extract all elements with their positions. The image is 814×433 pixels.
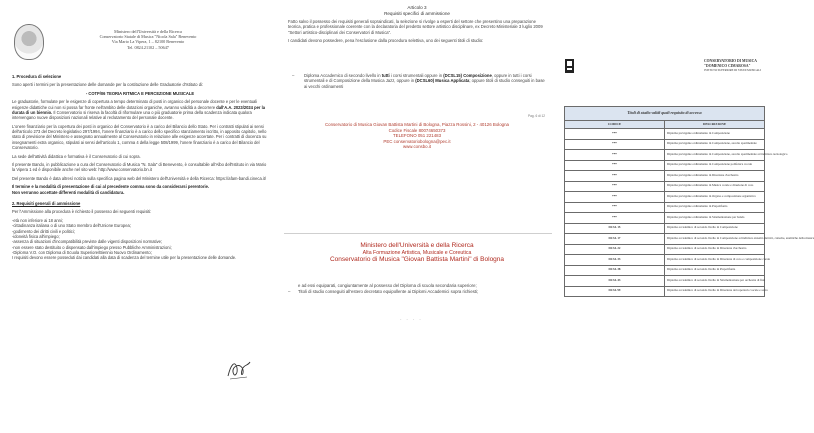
- row-description: Diploma accademico di secondo livello in Composizione: [665, 223, 765, 234]
- letterhead-conservatory: Conservatorio di Musica "Giovan Battista Martini" di Bologna: [329, 256, 505, 264]
- conservatory-logo-icon: [564, 58, 575, 74]
- table-row: [565, 223, 765, 234]
- table-row: [565, 234, 765, 245]
- row-description: Diploma previgente ordinamento in Composizione: [665, 129, 765, 140]
- table-row: [565, 139, 765, 150]
- row-code: DCSL 99: [565, 286, 665, 297]
- article-header: [284, 5, 550, 16]
- section-1-title: 1. Procedura di selezione: [12, 74, 62, 79]
- row-description: Diploma previgente ordinamento in Strumentazione per banda: [665, 213, 765, 224]
- letterhead-line: Ministero dell'Università e della Ricerca: [114, 29, 182, 34]
- requirement-item: -godimento dei diritti civili e politici;: [12, 228, 75, 234]
- article-intro-2: I candidati devono possedere, pena l'esclusione dalla procedura selettiva, uno dei seguenti titoli di studio:: [288, 38, 484, 44]
- table-row: [565, 244, 765, 255]
- letterhead-line: Tel. 0824.21102 – 50647: [127, 44, 169, 50]
- article-number: Articolo 3: [407, 5, 427, 10]
- table-row: [565, 202, 765, 213]
- row-code: DCSL 43: [565, 276, 665, 287]
- table-row: [565, 160, 765, 171]
- requirement-item: -assenza di situazioni d'incompatibilità previste dalle vigenti disposizioni normative;: [12, 239, 163, 245]
- requirement-item: -età non inferiore ai 18 anni;: [12, 218, 63, 224]
- conservatorio-website-link[interactable]: http://www.conservatorio.bn.it: [98, 167, 152, 173]
- list-item: – Titoli di studio conseguiti all'estero decretato equipollente ai Diplomi Accademici sopra richiesti;: [288, 289, 479, 295]
- requirements-list: [12, 218, 268, 255]
- row-description: Diploma accademico di secondo livello in Strumentazione per orchestra di fiati: [665, 276, 765, 287]
- intro-text: Sono aperti i termini per la presentazione delle domande per la costituzione delle Graduatorie d'Istituto di:: [12, 82, 204, 88]
- row-code: DCSL 17: [565, 234, 665, 245]
- table-row: [565, 181, 765, 192]
- row-description: Diploma previgente ordinamento in Direzione d'orchestra: [665, 171, 765, 182]
- row-code: ***: [565, 129, 665, 140]
- requirements-closing: I requisiti devono essere posseduti dai candidati alla data di scadenza del termine utile per la presentazione delle domande.: [12, 255, 237, 261]
- row-description: Diploma accademico di secondo livello in Composizione ad indirizzo sistemi elettrici, cattedre, analitiche della musica: [665, 234, 765, 245]
- avellino-table-page: [556, 36, 814, 298]
- footer-line: Conservatorio di Musica Giovan Battista Martini di Bologna, Piazza Rossini, 2 - 40126 Bologna: [324, 122, 509, 127]
- cimarosa-letterhead: [704, 59, 768, 72]
- row-code: ***: [565, 213, 665, 224]
- article-body: [288, 19, 546, 44]
- row-description: Diploma previgente ordinamento in Composizione, ascolto sperimentale: [665, 139, 765, 150]
- letterhead-afam: Alta Formazione Artistica, Musicale e Coreutica: [362, 250, 472, 256]
- requirements-intro: Per l'Ammissione alla procedura è richiesto il possesso dei seguenti requisiti:: [12, 209, 152, 215]
- subject-line: - COTP/06 TEORIA RITMICA E PERCEZIONE MUSICALE: [85, 90, 195, 96]
- bologna-letterhead: [284, 242, 550, 264]
- paragraph-validity: Le graduatorie, formulate per le esigenze di copertura a tempo determinato di posti in organico del personale docente e per le eventuali esigenze didattiche cui non si possa far fronte nell'ambito delle dotazioni organiche, avranno validità a decorrere dall'A.A. 2023/2024 per la durata di un biennio. Il Conservatorio si riserva la facoltà di riformulare una o più graduatorie prima della scadenza indicata qualora intervengano nuove disposizioni nazionali relative al reclutamento del personale docente.: [12, 99, 265, 121]
- paragraph-deadline: Il termine e la modalità di presentazione di cui al precedente comma sono da considerarsi perentorie. Non verranno accettate differenti modalità di candidatura.: [12, 184, 210, 195]
- row-code: DCSL 22: [565, 244, 665, 255]
- list-item: e ad essi equiparati, congiuntamente al possesso del Diploma di scuola secondaria superiore;: [298, 283, 477, 288]
- letterhead-line: CONSERVATORIO DI MUSICA: [704, 59, 757, 63]
- requirement-item: -idoneità fisica all'impiego;: [12, 233, 60, 239]
- row-code: ***: [565, 150, 665, 161]
- column-header-description: DESCRIZIONE: [665, 121, 765, 129]
- table-row: [565, 286, 765, 297]
- row-description: Diploma accademico di secondo livello in Direzione d'orchestra: [665, 244, 765, 255]
- table-row: [565, 171, 765, 182]
- table-header-row: [565, 121, 765, 129]
- republic-emblem-icon: [14, 24, 44, 60]
- paragraph-funding: L'onere finanziario per la copertura dei posti in organico del Conservatorio è a carico del Bilancio dello Stato. Per i contratti stipulati ai sensi dell'articolo 273 del Decreto legislativo 297/1994, l'onere finanziario è a carico dello specifico stanziamento iscritto, in apposito capitolo, nello stato di previsione del Ministero e assegnato annualmente al Conservatorio in relazione alle esigenze accertate. Per i contratti di docenza su insegnamenti extra organico, stipulati ai sensi dell'articolo 1, comma 4 della legge 508/1999, l'onere finanziario è a carico del Bilancio del Conservatorio.: [12, 123, 267, 151]
- section-2-title: 2. Requisiti generali di ammissione: [12, 200, 81, 206]
- afam-bandi-link[interactable]: https://afam-bandi.cineca.it/: [216, 175, 267, 181]
- row-description: Diploma accademico di secondo livello in Prepolifonia: [665, 265, 765, 276]
- article-subtitle: Requisiti specifici di ammissione: [384, 10, 450, 16]
- row-code: DCSL 33: [565, 255, 665, 266]
- requirement-item: -cittadinanza italiana o di uno Stato membro dell'Unione Europea;: [12, 223, 131, 229]
- row-code: ***: [565, 139, 665, 150]
- row-code: ***: [565, 192, 665, 203]
- benevento-notice-body: [12, 68, 268, 260]
- table-row: [565, 255, 765, 266]
- bologna-footer: [284, 122, 550, 150]
- row-code: DCSL 38: [565, 265, 665, 276]
- row-code: ***: [565, 202, 665, 213]
- row-description: Diploma previgente ordinamento in Composizione polifonica vocale: [665, 160, 765, 171]
- row-code: ***: [565, 160, 665, 171]
- row-description: Diploma previgente ordinamento in Composizione, ascolto sperimentale ad indirizzo tecnologico: [665, 150, 765, 161]
- table-row: [565, 192, 765, 203]
- letterhead-line: Via Mario La Vipera, 1 – 82100 Benevento: [111, 39, 185, 45]
- table-title: Titoli di studio validi quali requisito di accesso: [565, 107, 765, 121]
- letterhead-line: "DOMENICO CIMAROSA": [704, 63, 751, 68]
- table-row: [565, 265, 765, 276]
- footer-line: Codice Fiscale 80074650373: [388, 127, 446, 133]
- table-row: [565, 150, 765, 161]
- requirement-item: -Diploma V.O. con Diploma di Scuola Superiore/Biennio Nuovo Ordinamento;: [12, 249, 152, 255]
- table-row: [565, 276, 765, 287]
- row-description: Diploma accademico di secondo livello in Direzione di coro e composizione corale: [665, 255, 765, 266]
- table-row: [565, 213, 765, 224]
- row-code: DCSL 15: [565, 223, 665, 234]
- page-separator: [284, 233, 552, 234]
- qualification-list-continued: [286, 282, 548, 295]
- dash-bullet-icon: –: [292, 73, 295, 78]
- paragraph-location: La sede dell'attività didattica e formativa è il Conservatorio di cui sopra.: [12, 153, 141, 159]
- column-header-code: CODICE: [565, 121, 665, 129]
- paragraph-ministry: Del presente Bando è data altresì notizia sulla specifica pagina web del Ministero dell'Università e della Ricerca: https://afam-bandi.cineca.it/: [12, 175, 267, 181]
- row-description: Diploma previgente ordinamento in Musica corale e direzione di coro: [665, 181, 765, 192]
- row-description: Diploma previgente ordinamento in Prepolifonia: [665, 202, 765, 213]
- article-intro: Fatto salvo il possesso dei requisiti generali sopraindicati, la selezione si rivolge a esperti del settore che presentino una preparazione teorica, pratica e professionale coerente con la declaratoria del predetto settore artistico disciplinare, ex Decreto Ministeriale 3 luglio 2009 "Settori artistico-disciplinari dei Conservatori di Musica".: [288, 19, 543, 35]
- dash-bullet-icon: –: [288, 289, 291, 295]
- row-description: Diploma previgente ordinamento in Organo e composizione organistica: [665, 192, 765, 203]
- footer-line: PEC conservatoriobologna@pec.it: [383, 138, 451, 144]
- bologna-notice-page: [284, 0, 550, 330]
- table-row: [565, 129, 765, 140]
- requirement-item: -non essere stato destituito o dispensato dall'impiego presso Pubbliche Amministrazioni;: [12, 244, 172, 250]
- row-code: ***: [565, 171, 665, 182]
- page-number: Pag. 6 di 12: [528, 114, 546, 118]
- table-title-row: [565, 107, 765, 121]
- letterhead-line: ISTITUTO SUPERIORE DI STUDI MUSICALI: [704, 68, 762, 72]
- row-description: Diploma accademico di secondo livello in Direzione del repertorio vocale e sacro: [665, 286, 765, 297]
- benevento-letterhead: [50, 29, 246, 50]
- letterhead-line: Conservatorio Statale di Musica "Nicola Sala" Benevento: [99, 34, 197, 40]
- paragraph-publication: Il presente Bando, in pubblicazione a cura del Conservatorio di Musica "N. Sala" di Benevento, è consultabile all'Albo dell'Istituto in via Mario la Vipera 1 ed è disponibile anche nel sito web: http://www.conservatorio.bn.it: [12, 161, 267, 173]
- handwritten-signature-icon: [225, 356, 253, 382]
- qualification-list: [288, 73, 546, 89]
- footer-line: TELEFONO 051 221483: [392, 133, 442, 139]
- list-item: – Diploma Accademico di secondo livello in tutti i corsi strumentali oppure in (DCSL15) Composizione, oppure in tutti i corsi strumentali e di Composizione della Musica Jazz, oppure in (DCSL60) Musica Applicata; oppure titoli di studio conseguiti in base ai vecchi ordinamenti: [292, 73, 545, 89]
- end-dashes: - - - -: [400, 316, 423, 321]
- qualifications-table: [564, 106, 814, 297]
- footer-website-link[interactable]: www.consbo.it: [402, 144, 432, 150]
- letterhead-ministry: Ministero dell'Università e della Ricerca: [360, 242, 474, 249]
- benevento-notice-page: [0, 0, 276, 402]
- row-code: ***: [565, 181, 665, 192]
